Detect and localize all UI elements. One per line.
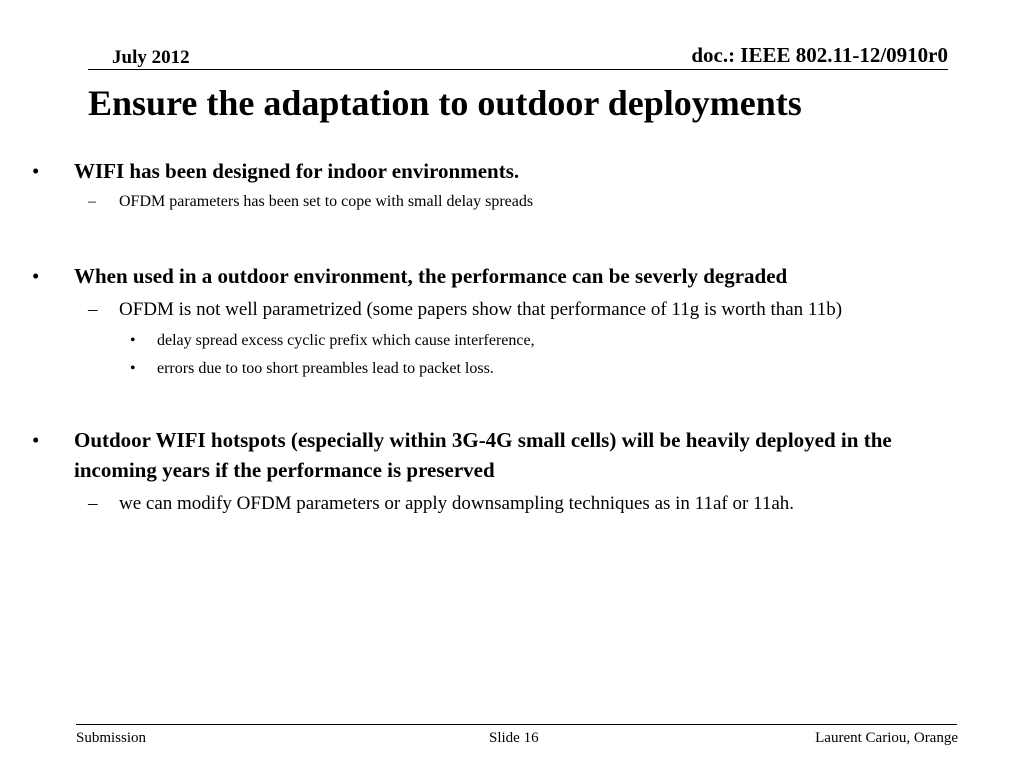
bullet-text: WIFI has been designed for indoor environments. [74,159,520,183]
bullet-item [32,425,954,485]
bullet-icon: • [32,428,40,452]
bullet-item [32,156,954,186]
bullet-icon: • [130,360,136,377]
bullet-item [32,261,954,291]
sub-bullet-text: OFDM is not well parametrized (some papers show that performance of 11g is worth than 11b) [119,299,843,320]
bullet-icon: • [130,332,136,349]
sub-sub-bullet-text: delay spread excess cyclic prefix which cause interference, [157,332,535,349]
footer-author: Laurent Cariou, Orange [815,730,958,746]
bullet-text: Outdoor WIFI hotspots (especially within 3G-4G small cells) will be heavily deployed in the incoming years if the performance is preserved [74,428,892,482]
dash-icon: – [88,299,98,320]
bullet-icon: • [32,264,40,288]
slide-title: Ensure the adaptation to outdoor deployments [88,83,802,123]
sub-bullet-item [88,189,999,215]
footer-divider [76,724,957,725]
sub-sub-bullet-item [130,330,957,352]
bullet-text: When used in a outdoor environment, the performance can be severly degraded [74,264,788,288]
dash-icon: – [88,493,98,514]
sub-sub-bullet-text: errors due to too short preambles lead to packet loss. [157,360,494,377]
header-date: July 2012 [112,47,190,68]
dash-icon: – [88,193,96,210]
footer-slide-number: Slide 16 [489,730,539,746]
sub-bullet-text: we can modify OFDM parameters or apply downsampling techniques as in 11af or 11ah. [119,493,795,514]
sub-sub-bullet-item [130,358,957,380]
footer-submission: Submission [76,730,147,746]
sub-bullet-item [88,491,999,517]
sub-bullet-item [88,297,999,323]
header-doc-id: doc.: IEEE 802.11-12/0910r0 [691,43,948,67]
sub-bullet-text: OFDM parameters has been set to cope with small delay spreads [119,193,534,210]
bullet-icon: • [32,159,40,183]
